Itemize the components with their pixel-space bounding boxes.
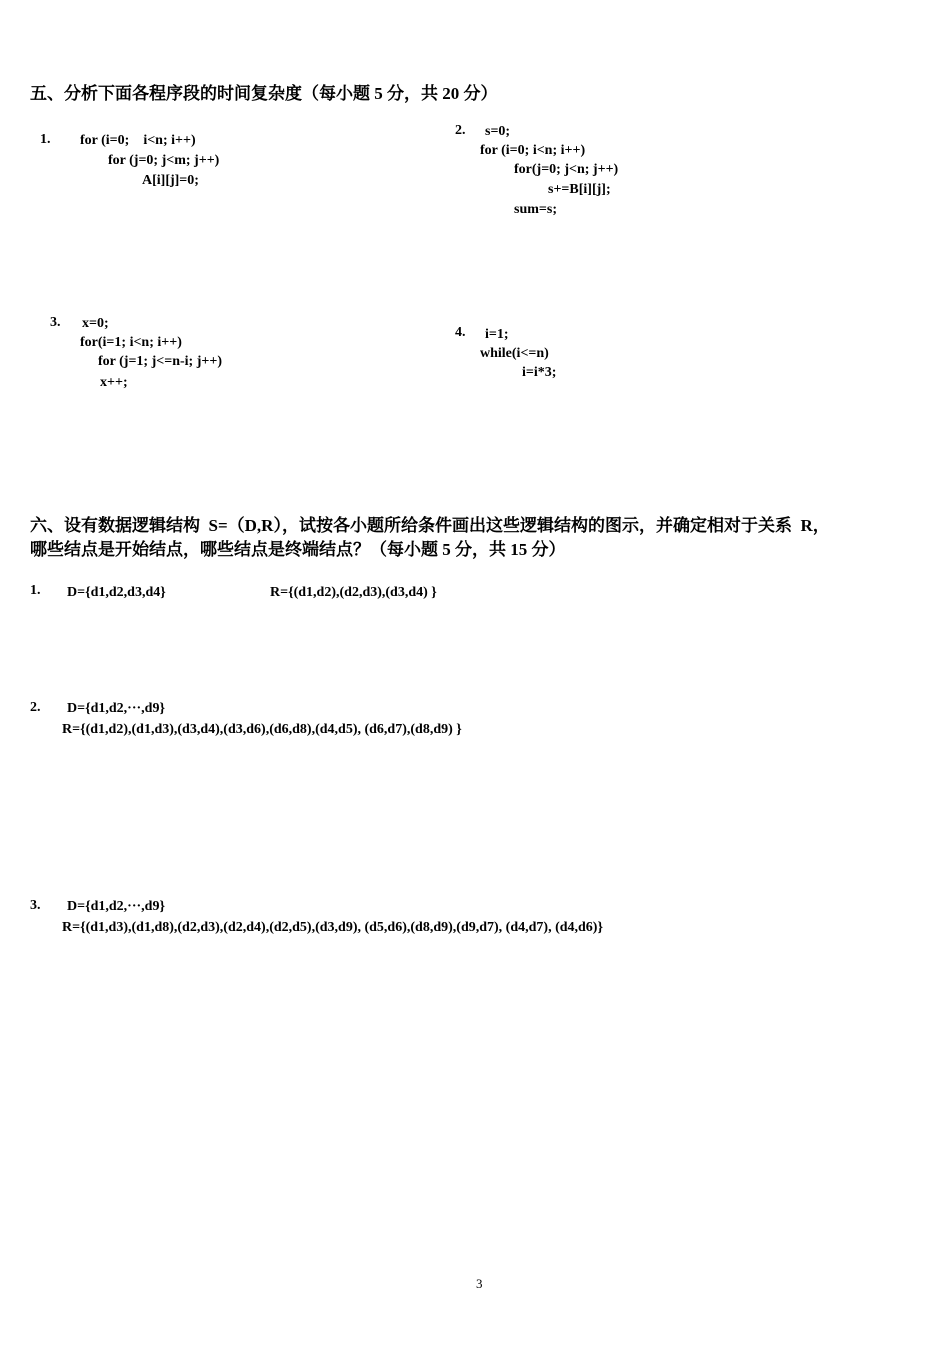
q2-line-3: for(j=0; j<n; j++) <box>514 162 619 177</box>
s6-q2-number: 2. <box>30 700 41 715</box>
s6-q1-d: D={d1,d2,d3,d4} <box>67 585 166 600</box>
q2-line-4: s+=B[i][j]; <box>548 182 611 197</box>
q1-line-1: for (i=0; i<n; i++) <box>80 133 196 148</box>
s6-q1-r: R={(d1,d2),(d2,d3),(d3,d4) } <box>270 585 437 600</box>
q2-line-1: s=0; <box>485 124 511 139</box>
section-6-heading-line-2: 哪些结点是开始结点，哪些结点是终端结点？（每小题 5 分，共 15 分） <box>30 540 566 559</box>
s6-q2-r: R={(d1,d2),(d1,d3),(d3,d4),(d3,d6),(d6,d8),(d4,d5), (d6,d7),(d8,d9) } <box>62 722 462 737</box>
q1-line-3: A[i][j]=0; <box>142 173 199 188</box>
q3-number: 3. <box>50 315 61 330</box>
q4-line-1: i=1; <box>485 327 509 342</box>
s6-q3-r: R={(d1,d3),(d1,d8),(d2,d3),(d2,d4),(d2,d5),(d3,d9), (d5,d6),(d8,d9),(d9,d7), (d4,d7), (d4,d6)} <box>62 920 603 935</box>
page-number: 3 <box>476 1276 483 1291</box>
section-5-heading: 五、分析下面各程序段的时间复杂度（每小题 5 分，共 20 分） <box>30 84 498 103</box>
s6-q3-number: 3. <box>30 898 41 913</box>
q3-line-1: x=0; <box>82 316 109 331</box>
q1-number: 1. <box>40 132 51 147</box>
q2-number: 2. <box>455 123 466 138</box>
s6-q3-d: D={d1,d2,···,d9} <box>67 899 165 914</box>
q1-line-2: for (j=0; j<m; j++) <box>108 153 220 168</box>
q4-number: 4. <box>455 325 466 340</box>
s6-q1-number: 1. <box>30 583 41 598</box>
section-6-heading-line-1: 六、设有数据逻辑结构 S=（D,R），试按各小题所给条件画出这些逻辑结构的图示，并确定相对于关系 R， <box>30 516 830 535</box>
q4-line-3: i=i*3; <box>522 365 557 380</box>
q2-line-5: sum=s; <box>514 202 557 217</box>
s6-q2-d: D={d1,d2,···,d9} <box>67 701 165 716</box>
q4-line-2: while(i<=n) <box>480 346 549 361</box>
q3-line-3: for (j=1; j<=n-i; j++) <box>98 354 222 369</box>
q2-line-2: for (i=0; i<n; i++) <box>480 143 586 158</box>
q3-line-2: for(i=1; i<n; i++) <box>80 335 182 350</box>
q3-line-4: x++; <box>100 375 128 390</box>
